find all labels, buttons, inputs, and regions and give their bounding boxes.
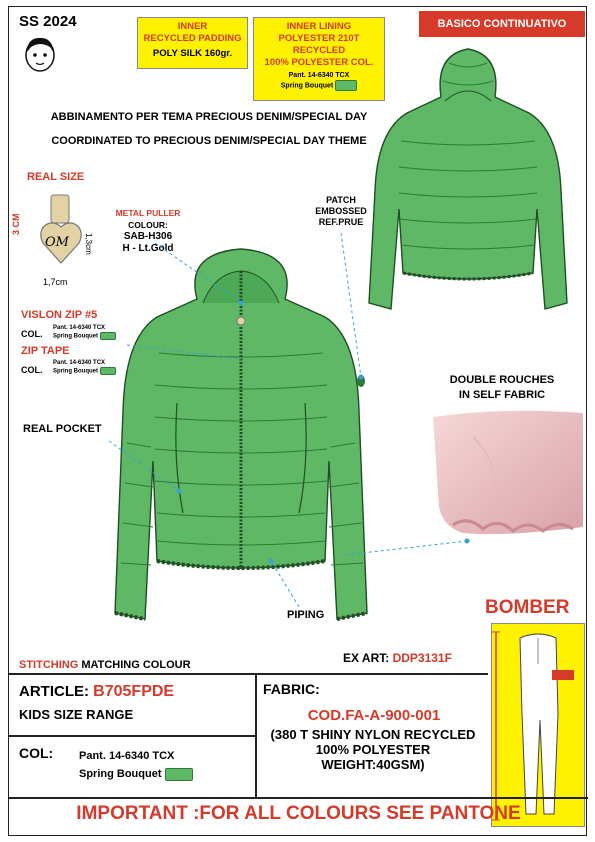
puller-logo: OM xyxy=(45,235,69,250)
bomber-title: BOMBER xyxy=(485,597,570,618)
theme-line-2: COORDINATED TO PRECIOUS DENIM/SPECIAL DAY THEME xyxy=(51,135,367,147)
article-code: B705FPDE xyxy=(93,683,175,700)
puller-height: 3 CM xyxy=(11,213,21,235)
tape-pantone: Pant. 14-6340 TCX xyxy=(53,360,106,366)
real-size-label: REAL SIZE xyxy=(27,171,85,183)
puller-code: SAB-H306 xyxy=(123,231,173,242)
zip-col-label: COL. xyxy=(21,329,43,339)
col-spec xyxy=(79,747,193,783)
color-swatch xyxy=(165,768,193,781)
stitching-row xyxy=(19,659,191,671)
rouches-callout: DOUBLE ROUCHES IN SELF FABRIC xyxy=(449,374,555,401)
lining-color: Spring Bouquet xyxy=(280,82,334,90)
ex-art-label: EX ART: xyxy=(343,651,390,665)
divider xyxy=(9,735,255,737)
basic-badge: BASICO CONTINUATIVO xyxy=(419,11,585,37)
tape-color: Spring Bouquet xyxy=(53,368,98,375)
fabric-label: FABRIC: xyxy=(263,681,320,697)
fabric-code: COD.FA-A-900-001 xyxy=(307,707,441,724)
col-label: COL: xyxy=(19,745,54,761)
lining-pantone: Pant. 14-6340 TCX xyxy=(288,72,350,79)
divider xyxy=(9,673,488,675)
ex-art-row xyxy=(343,651,452,665)
ex-art-value: DDP3131F xyxy=(392,651,452,665)
tech-sheet xyxy=(8,6,587,836)
lining-title: INNER LINING POLYESTER 210T RECYCLED 100% POLYESTER COL. xyxy=(264,21,374,68)
fabric-desc: (380 T SHINY NYLON RECYCLED 100% POLYESTER WEIGHT:40GSM) xyxy=(270,727,476,772)
zip-tape-label: ZIP TAPE xyxy=(21,345,70,357)
patch-callout: PATCH EMBOSSED REF.PRUE xyxy=(315,195,367,227)
padding-value: POLY SILK 160gr. xyxy=(152,48,233,59)
theme-line-1: ABBINAMENTO PER TEMA PRECIOUS DENIM/SPECIAL DAY xyxy=(50,111,368,123)
article-row xyxy=(19,683,174,701)
puller-title: METAL PULLER xyxy=(115,208,181,218)
vislon-zip-label: VISLON ZIP #5 xyxy=(21,309,98,321)
stitching-value: MATCHING COLOUR xyxy=(81,659,191,671)
puller-finish: H - Lt.Gold xyxy=(122,243,174,254)
puller-width: 1,7cm xyxy=(43,277,68,287)
col-color: Spring Bouquet xyxy=(79,768,162,780)
size-range: KIDS SIZE RANGE xyxy=(19,707,134,722)
zip-pantone: Pant. 14-6340 TCX xyxy=(53,325,106,331)
piping-callout: PIPING xyxy=(287,609,325,621)
divider xyxy=(9,797,588,799)
article-label: ARTICLE: xyxy=(19,683,89,700)
stitching-label: STITCHING xyxy=(19,659,79,671)
puller-colour-label: COLOUR: xyxy=(128,220,168,230)
pocket-callout: REAL POCKET xyxy=(23,423,102,435)
footer-note: IMPORTANT :FOR ALL COLOURS SEE PANTONE xyxy=(76,803,521,824)
rouche-fabric-photo xyxy=(433,407,583,547)
bomber-fit-icon xyxy=(492,624,584,826)
tape-col-label: COL. xyxy=(21,365,43,375)
zip-color: Spring Bouquet xyxy=(53,333,98,340)
padding-title: INNER RECYCLED PADDING xyxy=(143,21,242,44)
season-label: SS 2024 xyxy=(19,13,77,30)
puller-height-2: 1,3cm xyxy=(84,233,93,255)
col-pantone: Pant. 14-6340 TCX xyxy=(79,750,175,762)
